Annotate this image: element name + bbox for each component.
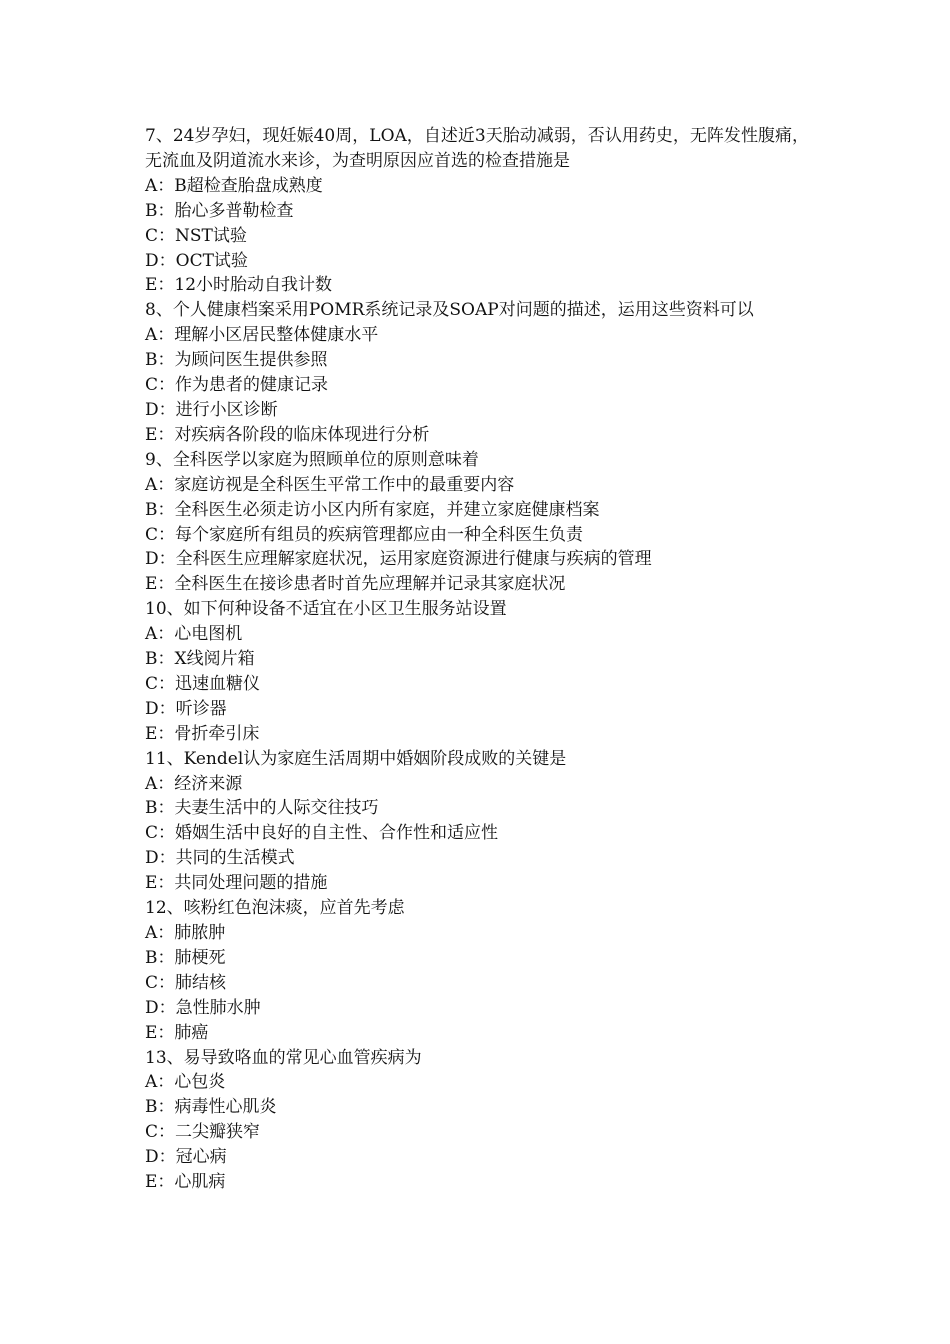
question-8 xyxy=(145,298,809,447)
option-e: E：心肌病 xyxy=(145,1172,226,1193)
option-b: B：胎心多普勒检查 xyxy=(145,200,294,221)
option-c: C：迅速血糖仪 xyxy=(145,673,261,694)
option-e: E：对疾病各阶段的临床体现进行分析 xyxy=(145,424,430,445)
option-a: A：理解小区居民整体健康水平 xyxy=(145,325,379,346)
option-b: B：病毒性心肌炎 xyxy=(145,1097,277,1118)
option-a: A：心电图机 xyxy=(145,624,243,645)
option-c: C：二尖瓣狭窄 xyxy=(145,1122,261,1143)
option-c: C：婚姻生活中良好的自主性、合作性和适应性 xyxy=(145,823,499,844)
question-stem: 9、全科医学以家庭为照顾单位的原则意味着 xyxy=(145,449,479,470)
question-stem: 11、Kendel认为家庭生活周期中婚姻阶段成败的关键是 xyxy=(145,748,567,769)
option-b: B：X线阅片箱 xyxy=(145,649,255,670)
question-stem: 8、个人健康档案采用POMR系统记录及SOAP对问题的描述，运用这些资料可以 xyxy=(145,300,754,321)
question-stem: 13、易导致咯血的常见心血管疾病为 xyxy=(145,1047,422,1068)
option-e: E：共同处理问题的措施 xyxy=(145,873,328,894)
question-stem: 10、如下何种设备不适宜在小区卫生服务站设置 xyxy=(145,599,507,620)
option-d: D：听诊器 xyxy=(145,698,227,719)
option-d: D：急性肺水肿 xyxy=(145,997,261,1018)
option-a: A：肺脓肿 xyxy=(145,923,226,943)
option-d: D：进行小区诊断 xyxy=(145,399,278,420)
option-c: C：作为患者的健康记录 xyxy=(145,375,329,396)
option-e: E：肺癌 xyxy=(145,1022,209,1043)
question-10 xyxy=(145,597,809,746)
option-a: A：B超检查胎盘成熟度 xyxy=(145,175,323,196)
option-c: C：NST试验 xyxy=(145,225,247,246)
question-7 xyxy=(145,124,809,298)
question-stem: 12、咳粉红色泡沫痰，应首先考虑 xyxy=(145,898,405,919)
question-9 xyxy=(145,448,809,597)
option-e: E：全科医生在接诊患者时首先应理解并记录其家庭状况 xyxy=(145,574,566,595)
option-b: B：夫妻生活中的人际交往技巧 xyxy=(145,798,379,819)
option-d: D：冠心病 xyxy=(145,1147,227,1168)
question-list xyxy=(145,124,809,1195)
question-stem: 7、24岁孕妇，现妊娠40周，LOA，自述近3天胎动减弱，否认用药史，无阵发性腹痛，无流血及阴道流水来诊，为查明原因应首选的检查措施是 xyxy=(145,126,809,171)
option-a: A：家庭访视是全科医生平常工作中的最重要内容 xyxy=(145,474,515,495)
option-d: D：全科医生应理解家庭状况，运用家庭资源进行健康与疾病的管理 xyxy=(145,549,652,570)
option-e: E：12小时胎动自我计数 xyxy=(145,275,333,296)
option-d: D：共同的生活模式 xyxy=(145,848,295,869)
option-e: E：骨折牵引床 xyxy=(145,723,260,744)
option-c: C：每个家庭所有组员的疾病管理都应由一种全科医生负责 xyxy=(145,524,584,545)
question-11 xyxy=(145,747,809,896)
question-12 xyxy=(145,896,809,1045)
option-b: B：全科医生必须走访小区内所有家庭，并建立家庭健康档案 xyxy=(145,499,600,520)
option-b: B：为顾问医生提供参照 xyxy=(145,350,328,371)
option-b: B：肺梗死 xyxy=(145,947,226,968)
question-13 xyxy=(145,1046,809,1195)
option-d: D：OCT试验 xyxy=(145,250,248,271)
option-a: A：经济来源 xyxy=(145,773,243,794)
option-a: A：心包炎 xyxy=(145,1072,226,1093)
option-c: C：肺结核 xyxy=(145,972,227,993)
